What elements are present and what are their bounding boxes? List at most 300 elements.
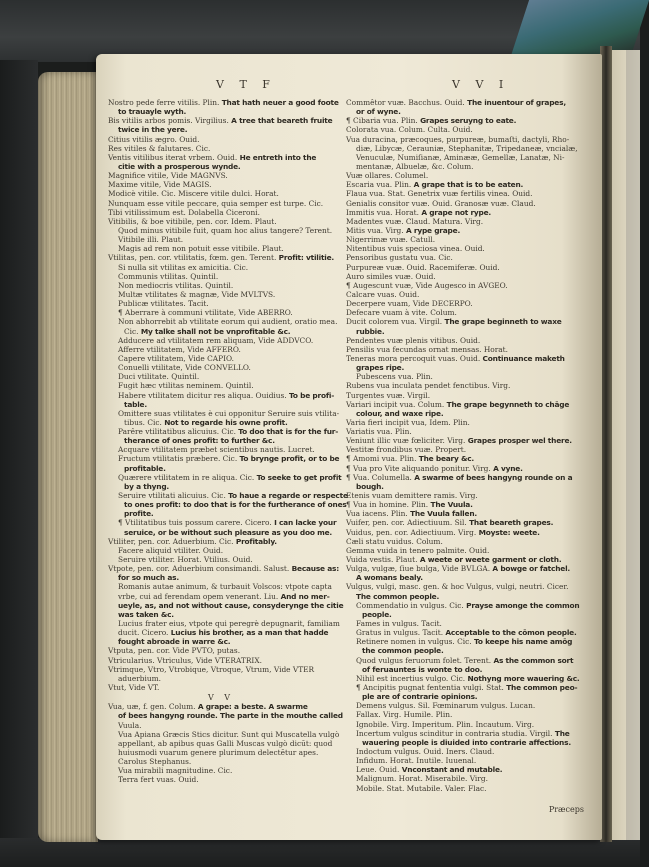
entry-line [346, 445, 582, 454]
entry-line [346, 756, 582, 765]
english-gloss: A bowge or fatchel. [492, 564, 571, 574]
entry-line [108, 573, 334, 582]
entry-line [108, 729, 340, 739]
entry-line [346, 573, 582, 582]
entry-line [346, 436, 582, 445]
entry-line [108, 628, 334, 637]
english-gloss: That beareth grapes. [469, 518, 554, 528]
latin-text: Vtilitas, pen. cor. vtilitatis, fœm. gen. Terent. [108, 253, 279, 263]
entry-line [346, 582, 582, 591]
latin-text: ¶ Augescunt vuæ, Vide Augesco in AVGEO. [346, 280, 508, 290]
entry-line [108, 739, 334, 748]
english-gloss: Acceptable to the cōmon people. [445, 628, 577, 638]
english-gloss: colour, and waxe ripe. [356, 408, 444, 418]
english-gloss: Lucius his brother, as a man that hadde [170, 628, 329, 638]
latin-text: Quærere vtilitatem in re aliqua. Cic. [118, 472, 257, 482]
entry-line [346, 692, 582, 701]
entry-line [108, 637, 334, 646]
latin-text: Citius vitilis ægro. Ouid. [108, 134, 200, 144]
entry-line [346, 409, 582, 418]
latin-text: Pensoribus gustatu vua. Cic. [346, 253, 453, 263]
entry-line [108, 235, 334, 244]
latin-text: Commêtor vuæ. Bacchus. Ouid. [346, 98, 468, 107]
latin-text: ¶ Vua in homine. Plin. [346, 500, 431, 510]
english-gloss: ple are of contrarie opinions. [362, 692, 478, 702]
english-gloss: therance of ones profit: to further &c. [124, 436, 275, 446]
latin-text: Demens vulgus. Sil. Fœminarum vulgus. Lucan. [356, 701, 536, 711]
entry-line [346, 564, 582, 573]
entry-line [346, 784, 582, 793]
entry-line [108, 354, 334, 363]
latin-text: Nunquam esse vitile peccare, quia semper est turpe. Cic. [108, 198, 324, 208]
bookmark-ribbon [511, 0, 649, 56]
latin-text: Mobile. Stat. Mutabile. Valer. Flac. [356, 783, 487, 793]
latin-text: Defecare vuam à vite. Colum. [346, 308, 457, 318]
entry-line [346, 656, 582, 665]
entry-line [108, 683, 334, 692]
page-block-edge [38, 72, 98, 842]
entry-line [108, 317, 338, 327]
entry-line [108, 162, 334, 171]
latin-text: ¶ Ancipitis pugnat fententia vulgi. Stat. [356, 683, 507, 692]
entry-line [108, 592, 334, 601]
latin-text: Immitis vua. Horat. [346, 207, 422, 217]
entry-line [108, 290, 334, 299]
entry-line [346, 400, 582, 409]
entry-line [346, 537, 582, 546]
entry-line [346, 454, 582, 463]
english-gloss: of bees hangyng rounde. The parte in the mouthe called [118, 711, 343, 721]
entry-line [346, 354, 582, 363]
entry-line [108, 135, 334, 144]
latin-text: ¶ Vua. Columella. [346, 472, 415, 482]
english-gloss: A rype grape. [405, 225, 461, 235]
english-gloss: To haue a regarde or respecte [228, 491, 348, 501]
entry-line [346, 720, 582, 729]
entry-line [346, 281, 582, 290]
english-gloss: grapes ripe. [356, 363, 405, 373]
latin-text: Fugit hæc vtilitas neminem. Quintil. [118, 381, 254, 391]
latin-text: Calcare vuas. Ouid. [346, 289, 420, 299]
entry-line [346, 372, 582, 381]
latin-text: Nostro pede ferre vitilis. Plin. [108, 98, 222, 107]
entry-line [108, 757, 334, 766]
latin-text: Vuæ ollares. Columel. [346, 171, 429, 181]
latin-text: Acquare vtilitatem præbet scientibus nautis. Lucret. [118, 445, 315, 455]
entry-line [346, 473, 582, 482]
entry-line [346, 765, 582, 774]
latin-text: Vua iacens. Plin. [346, 509, 411, 519]
entry-line [108, 189, 334, 198]
entry-line [108, 775, 334, 784]
english-gloss: the common people. [362, 646, 444, 656]
entry-line [108, 281, 334, 290]
entry-line [108, 546, 334, 555]
english-gloss: Profit: vtilitie. [278, 253, 335, 263]
latin-text: Nihil est incertius vulgo. Cic. [356, 673, 468, 683]
english-gloss: To doo that is for the fur- [238, 427, 339, 437]
english-gloss: To be profi- [289, 390, 335, 400]
facing-page-strip [626, 50, 640, 840]
entry-line [346, 464, 582, 473]
entry-line [108, 226, 334, 235]
english-gloss: A vyne. [493, 463, 523, 473]
latin-text: Vua, uæ, f. gen. Colum. [108, 702, 198, 712]
entry-line [108, 400, 334, 409]
english-gloss: A grape that is to be eaten. [413, 180, 524, 190]
entry-line [346, 116, 582, 125]
english-gloss: seruice, or be without such pleasure as you doo me. [124, 527, 333, 537]
left-column [108, 98, 348, 785]
entry-line [346, 235, 582, 244]
entry-line [346, 345, 582, 354]
latin-text: Quod vulgus feruorum folet. Terent. [356, 655, 494, 665]
cloth-background-bottom [0, 838, 640, 867]
latin-text: Vua Apiana Græcis Stics dicitur. Sunt qui Muscatella vulgò [118, 729, 340, 739]
english-gloss: was taken &c. [118, 609, 174, 619]
entry-line [108, 272, 334, 281]
latin-text: Malignum. Horat. Miserabile. Virg. [356, 774, 488, 784]
latin-text: ¶ Amomi vua. Plin. [346, 454, 419, 464]
latin-text: Vuula. [118, 720, 142, 730]
latin-text: Res vitiles & falutares. Cic. [108, 143, 211, 153]
latin-text: Publicæ vtilitates. Tacit. [118, 299, 209, 309]
latin-text: Veniunt illic vuæ fœliciter. Virg. [346, 436, 468, 446]
entry-line [108, 619, 340, 629]
entry-line [108, 217, 334, 226]
entry-line [108, 646, 334, 655]
entry-line [108, 600, 344, 610]
entry-line [346, 226, 582, 235]
entry-line [346, 391, 582, 400]
latin-text: Commendatio in vulgus. Cic. [356, 600, 467, 610]
latin-text: Vuidus, pen. cor. Adiectiuum. Virg. [346, 527, 479, 537]
entry-line [108, 674, 334, 683]
latin-text: Rubens vua inculata pendet fenctibus. Virg. [346, 381, 511, 391]
english-gloss: wauering people is diuided into contrarie affections. [362, 737, 571, 747]
entry-line [346, 107, 582, 116]
entry-line [108, 171, 334, 180]
entry-line [108, 721, 334, 730]
entry-line [108, 528, 334, 537]
english-gloss: That hath neuer a good foote [221, 98, 339, 107]
latin-text: Ignobile. Virg. Imperitum. Plin. Incautum. Virg. [356, 719, 535, 729]
entry-line [108, 491, 348, 501]
latin-text: Vtpote, pen. cor. Aduerbium consimandi. Salust. [108, 564, 292, 574]
entry-line [108, 308, 334, 317]
latin-text: Infidum. Horat. Inutile. Iuuenal. [356, 756, 477, 766]
latin-text: Ducit colorem vua. Virgil. [346, 317, 445, 327]
latin-text: Habere vtilitatem dicitur res aliqua. Ouidius. [118, 390, 290, 400]
entry-line [108, 711, 343, 721]
latin-text: Bis vitilis arbos pomis. Virgilius. [108, 116, 232, 126]
latin-text: Vitibile illi. Plaut. [118, 235, 184, 245]
latin-text: Magnifice vitile, Vide MAGNVS. [108, 171, 228, 181]
latin-text: Carolus Stephanus. [118, 757, 192, 767]
english-gloss: or of wyne. [356, 107, 401, 117]
latin-text: Auro similes vuæ. Ouid. [346, 271, 436, 281]
english-gloss: Vnconstant and mutable. [401, 765, 503, 775]
entry-line [346, 381, 582, 390]
entry-line [346, 135, 582, 144]
latin-text: Capere vtilitatem, Vide CAPIO. [118, 353, 234, 363]
latin-text: Vulgus, vulgi, masc. gen. & hoc Vulgus, vulgi, neutri. Cicer. [346, 582, 569, 592]
entry-line [346, 674, 582, 683]
latin-text: huiusmodi vuarum genere plurimum delectētur apes. [118, 747, 319, 757]
english-gloss: ueyle, as, and not without cause, consyderynge the citie [118, 600, 344, 610]
right-column [346, 98, 582, 793]
entry-line [346, 710, 582, 719]
entry-line [108, 299, 334, 308]
entry-line [346, 253, 582, 262]
latin-text: Quod minus vitibile fuit, quam hoc alius tangere? Terent. [118, 225, 333, 235]
english-gloss: Profitably. [235, 536, 277, 546]
latin-text: Multæ vtilitates & magnæ, Vide MVLTVS. [118, 289, 276, 299]
english-gloss: The beary &c. [418, 454, 475, 464]
english-gloss: The inuentour of grapes, [467, 98, 566, 107]
entry-line [108, 244, 334, 253]
entry-line [346, 509, 582, 518]
entry-line [346, 738, 582, 747]
entry-line [346, 162, 582, 171]
latin-text: Vua mirabili magnitudine. Cic. [118, 766, 233, 776]
latin-text: Gratus in vulgus. Tacit. [356, 628, 446, 638]
entry-line [346, 189, 582, 198]
entry-line [346, 592, 582, 601]
latin-text: Mitis vua. Virg. [346, 225, 406, 235]
english-gloss: Moyste: weete. [478, 527, 540, 537]
latin-text: Vtrimque, Vtro, Vtrobique, Vtroque, Vtrum, Vide VTER [108, 664, 315, 674]
english-gloss: As the common sort [493, 655, 574, 665]
latin-text: Seruire vtiliter. Horat. Vtilius. Ouid. [118, 555, 253, 565]
latin-text: Communis vtilitas. Quintil. [118, 271, 219, 281]
entry-line [346, 208, 582, 217]
entry-line [108, 418, 334, 427]
english-gloss: To keepe his name amōg [473, 637, 573, 647]
latin-text: Gemma vuida in tenero palmite. Ouid. [346, 545, 490, 555]
latin-text: Vitibilis, & boe vitibile, pen. cor. Idem. Plaut. [108, 216, 277, 226]
english-gloss: citie with a prosperous wynde. [118, 161, 241, 171]
english-gloss: To seeke to get profit [256, 472, 342, 482]
entry-line [108, 208, 334, 217]
latin-text: Modicè vitile. Cic. Miscere vitile dulci. Horat. [108, 189, 279, 199]
latin-text: appellant, ab apibus quas Galli Muscas vulgò dicūt: quod [118, 738, 333, 748]
latin-text: Vulga, vulgæ, ſiue bulga, Vide BVLGA. [346, 564, 493, 574]
entry-line [346, 217, 582, 226]
english-gloss: A swarme of bees hangyng rounde on a [414, 472, 573, 482]
latin-text: Ventis vitilibus iterat vrbem. Ouid. [108, 152, 240, 162]
latin-text: mentanæ, Albuelæ, &c. Colum. [356, 161, 474, 171]
english-gloss: profitable. [124, 463, 166, 473]
latin-text: Maxime vitile, Vide MAGIS. [108, 180, 212, 190]
entry-line [346, 427, 582, 436]
entry-line [108, 427, 339, 437]
latin-text: Etenis vuam demittere ramis. Virg. [346, 491, 478, 501]
entry-line [346, 491, 582, 500]
english-gloss: To brynge profit, or to be [239, 454, 340, 464]
entry-line [108, 372, 334, 381]
entry-line [346, 500, 582, 509]
latin-text: Vestitæ frondibus vuæ. Propert. [346, 445, 467, 455]
entry-line [346, 546, 582, 555]
entry-line [346, 308, 582, 317]
entry-line [108, 509, 334, 518]
latin-text: Purpureæ vuæ. Ouid. Racemiferæ. Ouid. [346, 262, 500, 272]
entry-line [346, 637, 582, 646]
entry-line [108, 144, 334, 153]
latin-text: Genialis consitor vuæ. Ouid. Granosæ vuæ. Claud. [346, 198, 536, 208]
entry-line [346, 171, 582, 180]
english-gloss: rubbie. [356, 326, 385, 336]
latin-text: Vua duracina, præcoques, purpureæ, bumaſti, dactyli, Rho- [346, 134, 570, 144]
english-gloss: for so much as. [118, 573, 179, 583]
latin-text: Vtricularius. Vtriculus, Vide VTERATRIX. [108, 655, 262, 665]
english-gloss: table. [124, 399, 147, 409]
entry-line [346, 555, 582, 564]
latin-text: tibus. Cic. [124, 417, 165, 427]
entry-line [346, 263, 582, 272]
entry-line [346, 244, 582, 253]
latin-text: Duci vtilitate. Quintil. [118, 372, 200, 382]
entry-line [108, 107, 334, 116]
english-gloss: A grape: a beste. A swarme [197, 702, 308, 712]
entry-line [346, 628, 582, 637]
entry-line [346, 482, 582, 491]
latin-text: Adducere ad vtilitatem rem aliquam, Vide ADDVCO. [118, 335, 314, 345]
entry-line [108, 363, 334, 372]
english-gloss: twice in the yere. [118, 125, 188, 135]
latin-text: Nigerrimæ vuæ. Catull. [346, 235, 436, 245]
latin-text: aduerbium. [118, 673, 162, 683]
entry-line [108, 408, 340, 418]
english-gloss: The grape beginneth to waxe [444, 317, 562, 327]
latin-text: Flaua vua. Stat. Genetrix vuæ fertilis vinea. Ouid. [346, 189, 533, 199]
latin-text: Venuculæ, Numiſianæ, Aminææ, Gemellæ, Lanatæ, Ni- [356, 152, 565, 162]
latin-text: Vuifer, pen. cor. Adiectiuum. Sil. [346, 518, 470, 528]
entry-line [346, 528, 582, 537]
latin-text: Fames in vulgus. Tacit. [356, 619, 442, 629]
entry-line [346, 336, 582, 345]
latin-text: Variatis vua. Plin. [346, 427, 412, 437]
entry-line [346, 153, 582, 162]
latin-text: Vuida vestis. Plaut. [346, 555, 420, 565]
entry-line [108, 555, 334, 564]
entry-line [346, 144, 582, 153]
latin-text: Tibi vitilissimum est. Dolabella Ciceroni. [108, 207, 260, 217]
entry-line [108, 702, 334, 711]
entry-line [346, 299, 582, 308]
entry-line [346, 747, 582, 756]
entry-line [346, 317, 582, 326]
latin-text: Fallax. Virg. Humile. Plin. [356, 710, 453, 720]
latin-text: ¶ Vtilitatibus tuis possum carere. Cicero. [118, 518, 275, 528]
entry-line [346, 729, 582, 738]
latin-text: Conuelli vtilitate, Vide CONVELLO. [118, 363, 251, 373]
entry-line [346, 619, 582, 628]
entry-line [346, 610, 582, 619]
english-gloss: The common peo- [506, 683, 578, 692]
entry-line [108, 482, 334, 491]
entry-line [108, 445, 334, 454]
header-right: V V I [452, 78, 510, 91]
english-gloss: The Vuula. [430, 500, 473, 510]
entry-line [108, 518, 337, 528]
english-gloss: Because as: [291, 564, 339, 574]
english-gloss: The common people. [356, 591, 440, 601]
entry-line [108, 336, 334, 345]
entry-line [108, 253, 334, 262]
entry-line [346, 701, 582, 710]
entry-line [108, 500, 347, 510]
latin-text: Pendentes vuæ plenis vitibus. Ouid. [346, 335, 481, 345]
english-gloss: The grape begynneth to chāge [446, 399, 570, 409]
english-gloss: Prayse amonge the common [466, 600, 580, 610]
latin-text: ducit. Cicero. [118, 628, 171, 638]
catchword: Præceps [548, 805, 584, 814]
english-gloss: to trauayle wyth. [118, 107, 187, 117]
entry-line [108, 537, 334, 546]
entry-line [346, 418, 582, 427]
latin-text: Nitentibus vuis speciosa vinea. Ouid. [346, 244, 485, 254]
entry-line [108, 582, 334, 591]
english-gloss: And no mer- [280, 591, 330, 601]
english-gloss: A tree that beareth fruite [231, 116, 333, 126]
english-gloss: The [554, 728, 570, 738]
english-gloss: A womans bealy. [356, 573, 423, 583]
latin-text: Pensilis vua fecundas ornat mensas. Horat. [346, 344, 508, 354]
entry-line [108, 327, 334, 336]
latin-text: Omittere suas vtilitates è cui opponitur Seruire suis vtilita- [118, 408, 340, 418]
english-gloss: people. [362, 609, 392, 619]
entry-line [346, 272, 582, 281]
english-gloss: The Vuula fallen. [410, 509, 477, 519]
latin-text: Magis ad rem non potuit esse vitibile. Plaut. [118, 244, 284, 254]
latin-text: Cic. [124, 326, 141, 336]
english-gloss: Grapes prosper wel there. [467, 436, 572, 446]
latin-text: Colorata vua. Colum. Culta. Ouid. [346, 125, 473, 135]
latin-text: Seruire vtilitati alicuius. Cic. [118, 491, 229, 501]
latin-text: ¶ Cibaria vua. Plin. [346, 116, 421, 126]
entry-line [108, 381, 334, 390]
latin-text: Decerpere vuam, Vide DECERPO. [346, 299, 473, 309]
book-page [96, 54, 602, 840]
entry-line [108, 748, 334, 757]
latin-text: Turgentes vuæ. Virgil. [346, 390, 431, 400]
latin-text: V V [207, 693, 235, 703]
latin-text: Vtut, Vide VT. [108, 683, 160, 692]
english-gloss: profite. [124, 509, 154, 519]
latin-text: Vtputa, pen. cor. Vide PVTO, putas. [108, 646, 241, 656]
entry-line [108, 564, 339, 574]
entry-line [346, 327, 582, 336]
entry-line [346, 665, 582, 674]
latin-text: Varia fieri incipit vua, Idem. Plin. [346, 417, 470, 427]
english-gloss: Grapes seruyng to eate. [420, 116, 517, 126]
latin-text: Fructum vtilitatis præbere. Cic. [118, 454, 240, 464]
entry-line [108, 125, 334, 134]
latin-text: Non abhorrebit ab vtilitate eorum qui audient, oratio mea. [118, 317, 338, 327]
entry-line [108, 610, 334, 619]
header-left: V T F [216, 78, 276, 91]
entry-line [108, 692, 334, 702]
latin-text: Romanis autae animum, & turbauit Volscos: vtpote capta [118, 582, 332, 592]
latin-text: Vtiliter, pen. cor. Aduerbium. Cic. [108, 536, 236, 546]
latin-text: Leue. Ouid. [356, 765, 402, 775]
english-gloss: I can lacke your [274, 518, 337, 528]
entry-line [346, 601, 582, 610]
entry-line [346, 683, 582, 692]
latin-text: Indoctum vulgus. Ouid. Iners. Claud. [356, 746, 495, 756]
